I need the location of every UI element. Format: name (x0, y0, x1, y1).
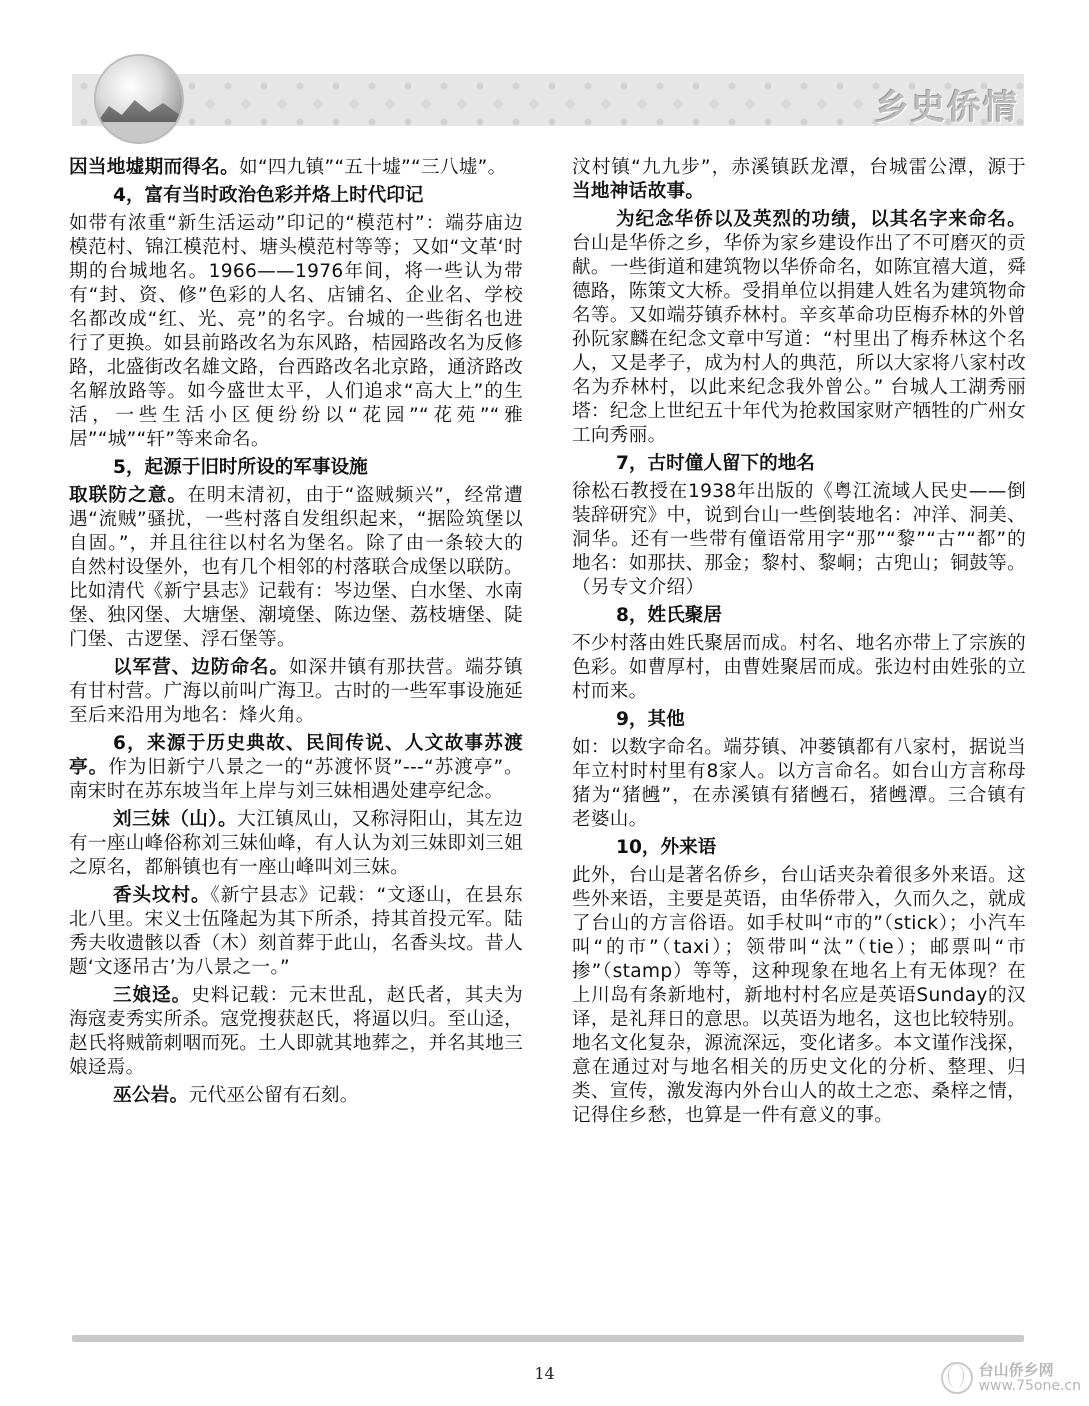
subheading-9: 9，其他 (616, 709, 685, 730)
mountain-shape (96, 94, 182, 124)
lead-phrase: 巫公岩。 (113, 1085, 189, 1106)
body-text: 如“四九镇”“五十墟”“三八墟”。 (239, 157, 507, 178)
section-title: 乡史侨情 (875, 88, 1019, 128)
subheading-5: 5，起源于旧时所设的军事设施 (113, 457, 368, 478)
watermark-name: 台山侨乡网 (978, 1361, 1054, 1379)
paragraph (69, 808, 523, 880)
left-column (69, 156, 523, 1112)
body-text: 元代巫公留有石刻。 (188, 1085, 359, 1106)
subheading-10: 10，外来语 (616, 837, 717, 858)
body-text: 在明末清初，由于“盗贼频兴”，经常遭遇“流贼”骚扰，一些村落自发组织起来，“据险筑堡以自固。”，并且往往以村名为堡名。除了由一条较大的自然村设堡外，也有几个相邻的村落联合成堡以联防。比如清代《新宁县志》记载有：岑边堡、白水堡、水南堡、独冈堡、大塘堡、潮境堡、陈边堡、荔枝塘堡、陡门堡、古逻堡、浮石堡等。 (69, 485, 523, 650)
globe-icon (941, 1362, 973, 1394)
body-text: 汶村镇“九九步”，赤溪镇跃龙潭，台城雷公潭，源于 (572, 157, 1026, 178)
body-text: 台山是华侨之乡，华侨为家乡建设作出了不可磨灭的贡献。一些街道和建筑物以华侨命名，如陈宜禧大道，舜德路，陈策文大桥。受捐单位以捐建人姓名为建筑物命名等。又如端芬镇乔林村。辛亥革命功臣梅乔林的外曾孙阮家麟在纪念文章中写道：“村里出了梅乔林这个名人，又是孝子，成为村人的典范，所以大家将八家村改名为乔林村，以此来纪念我外曾公。” 台城人工湖秀丽塔：纪念上世纪五十年代为抢救国家财产牺牲的广州女工向秀丽。 (572, 233, 1026, 446)
paragraph: 不少村落由姓氏聚居而成。村名、地名亦带上了宗族的色彩。如曹厚村，由曹姓聚居而成。张边村由姓张的立村而来。 (572, 633, 1026, 702)
paragraph (69, 484, 523, 652)
body-text: 史料记载：元末世乱，赵氏者，其夫为海寇麦秀实所杀。寇党搜获赵氏，将逼以归。至山迳，赵氏将贼箭刺咽而死。土人即就其地葬之，并名其地三娘迳焉。 (69, 985, 524, 1078)
lead-phrase: 因当地墟期而得名。 (69, 157, 240, 178)
lead-phrase: 为纪念华侨以及英烈的功绩，以其名字来命名。 (616, 209, 1026, 230)
paragraph (69, 1084, 523, 1108)
subheading-7: 7，古时僮人留下的地名 (616, 453, 815, 474)
body-text: 如深井镇有那扶营。端芬镇有甘村营。广海以前叫广海卫。古时的一些军事设施延至后来沿用为地名：烽火角。 (69, 657, 523, 726)
watermark-url: www.75one.cn (978, 1378, 1081, 1394)
footer-rule (72, 1335, 1024, 1342)
right-column (572, 156, 1026, 1132)
lead-phrase: 香头坟村。 (113, 885, 211, 906)
subheading-4: 4，富有当时政治色彩并烙上时代印记 (113, 185, 424, 206)
subheading-8: 8，姓氏聚居 (616, 605, 722, 626)
paragraph: 如：以数字命名。端芬镇、冲蒌镇都有八家村，据说当年立村时村里有8家人。以方言命名。如台山方言称母猪为“猪乸”，在赤溪镇有猪乸石，猪乸潭。三合镇有老婆山。 (572, 737, 1026, 830)
site-watermark (941, 1362, 1081, 1394)
lead-phrase: 6，来源于历史典故、民间传说、人文故事苏渡亭。 (69, 733, 523, 778)
paragraph: 如带有浓重“新生活运动”印记的“模范村”：端芬庙边模范村、锦江模范村、塘头模范村等等；又如“文革‘时期的台城地名。1966——1976年间，将一些认为带有“封、资、修”色彩的人名、店铺名、企业名、学校名都改成“红、光、亮”的名字。台城的一些街名也进行了更换。如县前路改名为东风路，桔园路改名为反修路，北盛街改名雄文路，台西路改名北京路，通济路改名解放路等。如今盛世太平，人们追求“高大上”的生活，一些生活小区便纷纷以“花园”“花苑”“雅居”“城”“轩”等来命名。 (69, 213, 523, 450)
paragraph: 徐松石教授在1938年出版的《粤江流域人民史——倒装辞研究》中，说到台山一些倒装地名：冲洋、洞美、洞华。还有一些带有僮语常用字“那”“黎”“古”“都”的地名：如那扶、那金；黎村、黎峒；古兜山；铜鼓等。（另专文介绍） (572, 481, 1026, 598)
water-shape (96, 122, 182, 142)
page-number: 14 (534, 1364, 555, 1383)
landscape-medallion-image (96, 56, 182, 142)
paragraph (69, 156, 523, 180)
paragraph (572, 208, 1026, 448)
paragraph (69, 884, 523, 980)
lead-phrase: 以军营、边防命名。 (113, 657, 289, 678)
lead-phrase: 刘三妹（山）。 (113, 809, 238, 830)
lead-phrase: 三娘迳。 (113, 985, 192, 1006)
lead-phrase: 当地神话故事。 (572, 181, 705, 202)
paragraph (69, 656, 523, 728)
body-text: 大江镇凤山，又称浔阳山，其左边有一座山峰俗称刘三妹仙峰，有人认为刘三妹即刘三姐之原名，都斛镇也有一座山峰叫刘三妹。 (69, 809, 523, 878)
paragraph (572, 156, 1026, 204)
paragraph (69, 984, 523, 1080)
paragraph: 此外，台山是著名侨乡，台山话夹杂着很多外来语。这些外来语，主要是英语，由华侨带入，久而久之，就成了台山的方言俗语。如手杖叫“市的”（stick）；小汽车叫“的市”（taxi）；领带叫“汰”（tie）；邮票叫“市掺”（stamp）等等，这种现象在地名上有无体现？在上川岛有条新地村，新地村村名应是英语Sunday的汉译，是礼拜日的意思。以英语为地名，这也比较特别。地名文化复杂，源流深远，变化诸多。本文谨作浅探，意在通过对与地名相关的历史文化的分析、整理、归类、宣传，激发海内外台山人的故土之恋、桑梓之情，记得住乡愁，也算是一件有意义的事。 (572, 865, 1026, 1126)
paragraph (69, 732, 523, 804)
lead-phrase: 取联防之意。 (69, 485, 188, 506)
body-text: 《新宁县志》记载：“文逐山，在县东北八里。宋义士伍隆起为其下所杀，持其首投元军。陆秀夫收遗骸以香（木）刻首葬于此山，名香头坟。昔人题‘文逐吊古’为八景之一。” (69, 885, 523, 978)
body-text: 作为旧新宁八景之一的“苏渡怀贤”---“苏渡亭”。南宋时在苏东坡当年上岸与刘三妹相遇处建亭纪念。 (69, 757, 523, 802)
